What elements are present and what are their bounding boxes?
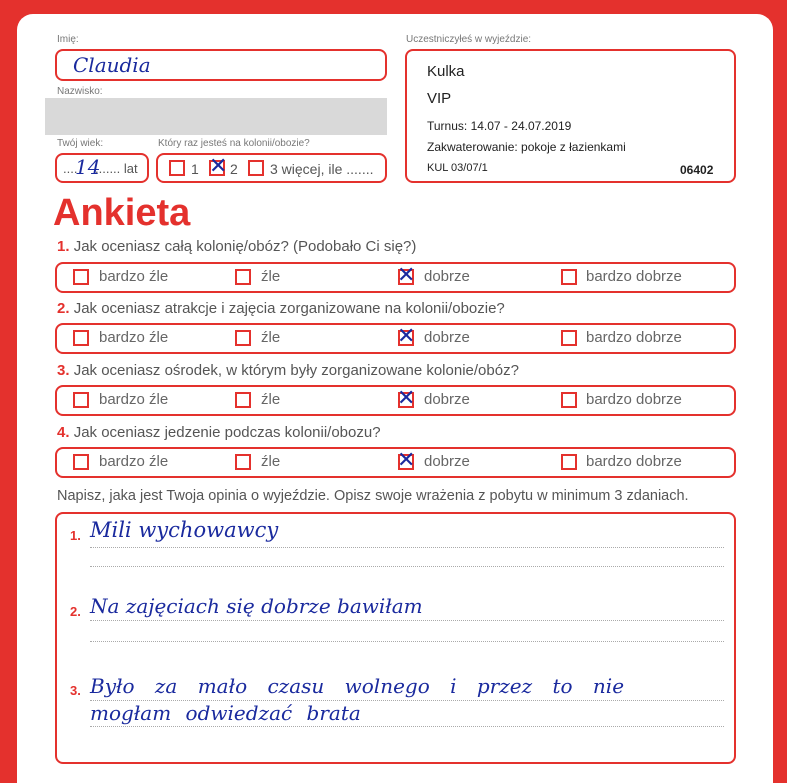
survey-title: Ankieta xyxy=(53,192,191,234)
question-label: Jak oceniasz całą kolonię/obóz? (Podobało Ci się?) xyxy=(73,238,417,255)
trip-name: Kulka xyxy=(427,63,465,80)
question-label: Jak oceniasz atrakcje i zajęcia zorganizowane na kolonii/obozie? xyxy=(73,300,505,317)
times-opt1-label: 1 xyxy=(191,161,199,177)
age-dots-right: ....... lat xyxy=(95,161,138,176)
form-number: 06402 xyxy=(680,163,714,177)
opinion-text-3-line1: Było za mało czasu wolnego i przez to nie xyxy=(90,674,625,698)
question-4-option-label: źle xyxy=(261,453,281,470)
opinion-line xyxy=(90,547,724,548)
question-4-option-label: bardzo dobrze xyxy=(586,453,682,470)
surname-redaction xyxy=(45,98,387,135)
name-label: Imię: xyxy=(57,34,79,45)
question-2-checkbox-2[interactable] xyxy=(235,330,251,346)
question-2-checkbox-4[interactable] xyxy=(561,330,577,346)
question-3-option-label: źle xyxy=(261,391,281,408)
question-3-check-mark: ✕ xyxy=(397,386,416,411)
question-3-checkbox-4[interactable] xyxy=(561,392,577,408)
question-3-text xyxy=(57,362,519,379)
opinion-prompt: Napisz, jaka jest Twoja opinia o wyjeździe. Opisz swoje wrażenia z pobytu w minimum 3 zdaniach. xyxy=(57,488,689,504)
question-3-option-label: bardzo dobrze xyxy=(586,391,682,408)
opinion-line xyxy=(90,620,724,621)
opinion-num-1: 1. xyxy=(70,528,81,543)
question-3-checkbox-1[interactable] xyxy=(73,392,89,408)
question-label: Jak oceniasz ośrodek, w którym były zorganizowane kolonie/obóz? xyxy=(73,362,519,379)
opinion-text-2: Na zajęciach się dobrze bawiłam xyxy=(90,594,423,618)
question-4-option-label: bardzo źle xyxy=(99,453,169,470)
name-value: Claudia xyxy=(73,53,151,77)
trip-info-box xyxy=(405,49,736,183)
question-4-check-mark: ✕ xyxy=(397,448,416,473)
times-checkbox-2-mark: ✕ xyxy=(209,154,228,179)
times-opt2-label: 2 xyxy=(230,161,238,177)
question-1-checkbox-2[interactable] xyxy=(235,269,251,285)
age-field[interactable] xyxy=(55,153,149,183)
opinion-line xyxy=(90,726,724,727)
question-3-checkbox-2[interactable] xyxy=(235,392,251,408)
question-2-checkbox-1[interactable] xyxy=(73,330,89,346)
opinion-num-2: 2. xyxy=(70,604,81,619)
age-value: 14 xyxy=(75,155,101,179)
times-label: Który raz jesteś na kolonii/obozie? xyxy=(158,138,310,149)
surname-label: Nazwisko: xyxy=(57,86,103,97)
trip-type: VIP xyxy=(427,90,452,107)
question-4-option-label: dobrze xyxy=(424,453,470,470)
question-1-checkbox-4[interactable] xyxy=(561,269,577,285)
question-4-checkbox-2[interactable] xyxy=(235,454,251,470)
question-1-option-label: bardzo źle xyxy=(99,268,169,285)
trip-code: KUL 03/07/1 xyxy=(427,162,488,174)
question-number: 4. xyxy=(57,424,70,441)
age-label: Twój wiek: xyxy=(57,138,104,149)
question-4-text xyxy=(57,424,381,441)
question-number: 1. xyxy=(57,238,70,255)
question-number: 3. xyxy=(57,362,70,379)
times-field xyxy=(156,153,387,183)
question-2-option-label: bardzo dobrze xyxy=(586,329,682,346)
opinion-text-3-line2: mogłam odwiedzać brata xyxy=(90,701,361,725)
name-field[interactable] xyxy=(55,49,387,81)
question-2-text xyxy=(57,300,505,317)
question-1-option-label: dobrze xyxy=(424,268,470,285)
question-3-option-label: bardzo źle xyxy=(99,391,169,408)
question-2-option-label: bardzo źle xyxy=(99,329,169,346)
opinion-line xyxy=(90,641,724,642)
times-checkbox-3[interactable] xyxy=(248,160,264,176)
question-number: 2. xyxy=(57,300,70,317)
question-label: Jak oceniasz jedzenie podczas kolonii/obozu? xyxy=(73,424,381,441)
question-1-check-mark: ✕ xyxy=(397,263,416,288)
trip-label: Uczestniczyłeś w wyjeździe: xyxy=(406,34,532,45)
opinion-line xyxy=(90,566,724,567)
question-1-text xyxy=(57,238,416,255)
accommodation: Zakwaterowanie: pokoje z łazienkami xyxy=(427,140,626,154)
turnus: Turnus: 14.07 - 24.07.2019 xyxy=(427,119,572,133)
question-4-checkbox-4[interactable] xyxy=(561,454,577,470)
opinion-num-3: 3. xyxy=(70,683,81,698)
age-dots-left: .... xyxy=(63,161,78,176)
opinion-text-1: Mili wychowawcy xyxy=(90,518,279,542)
question-2-option-label: dobrze xyxy=(424,329,470,346)
question-1-option-label: źle xyxy=(261,268,281,285)
question-2-option-label: źle xyxy=(261,329,281,346)
times-opt3-label: 3 więcej, ile ....... xyxy=(270,161,374,177)
question-2-check-mark: ✕ xyxy=(397,324,416,349)
times-checkbox-1[interactable] xyxy=(169,160,185,176)
question-4-checkbox-1[interactable] xyxy=(73,454,89,470)
question-1-option-label: bardzo dobrze xyxy=(586,268,682,285)
question-3-option-label: dobrze xyxy=(424,391,470,408)
question-1-checkbox-1[interactable] xyxy=(73,269,89,285)
